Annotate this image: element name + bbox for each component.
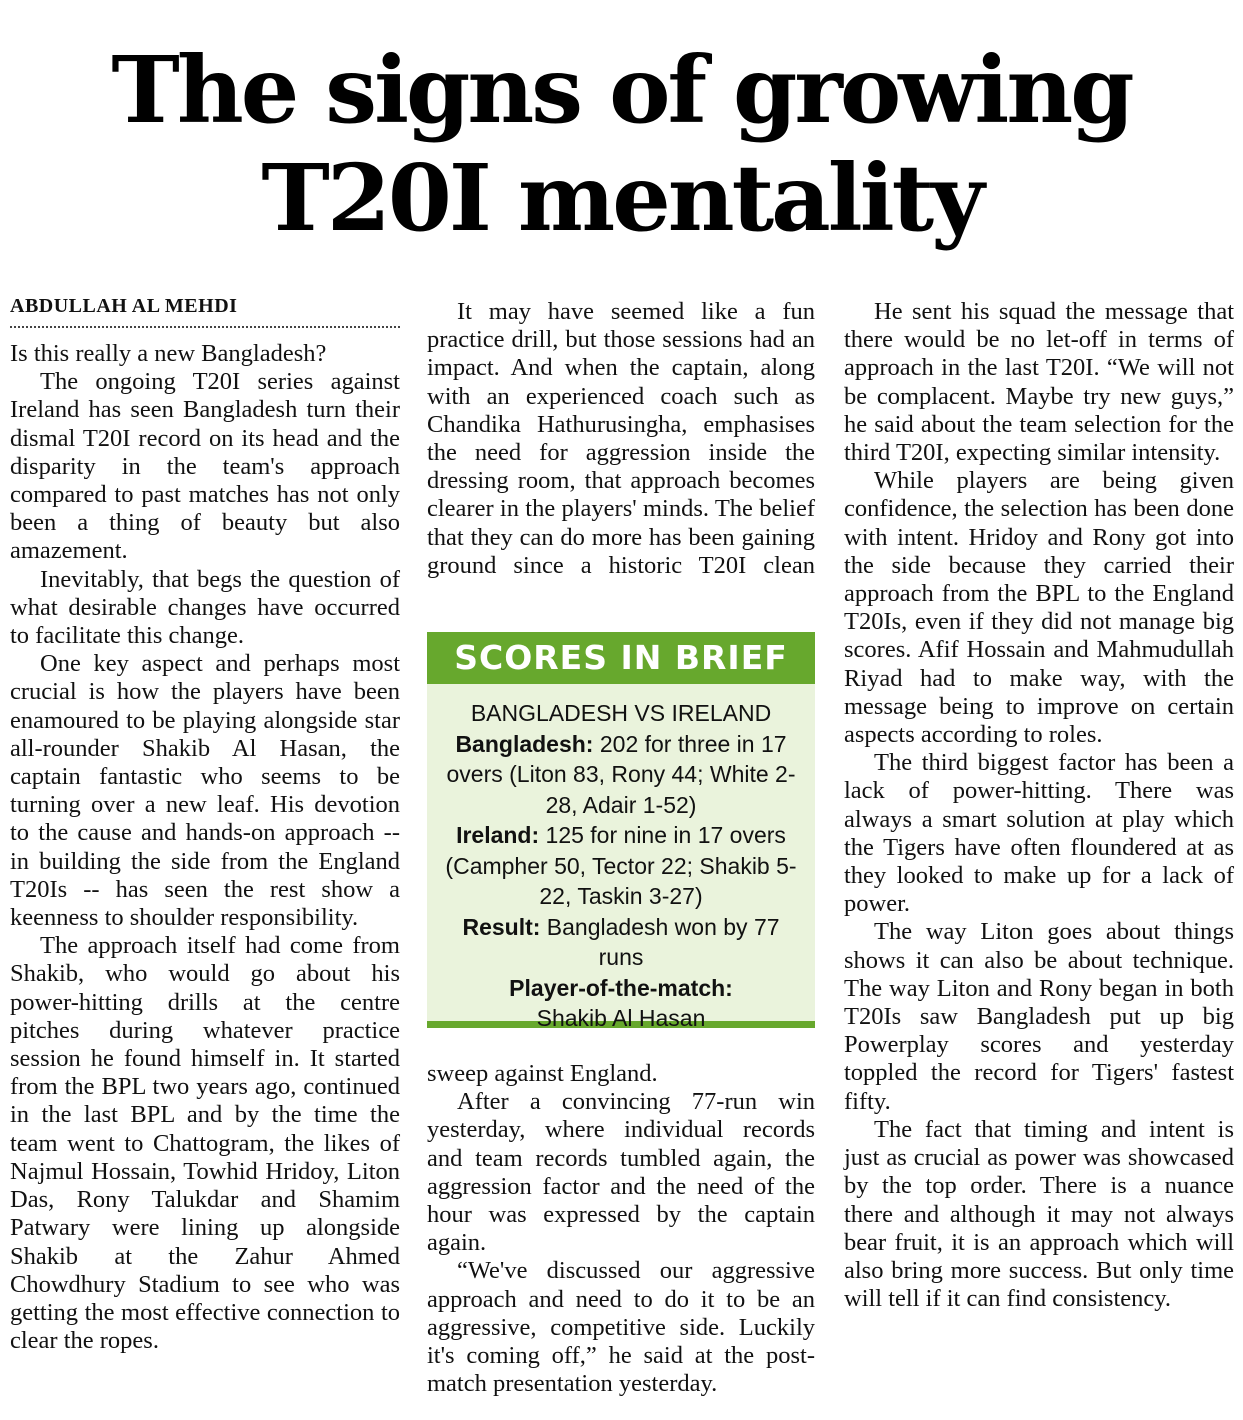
article-column-2 (427, 298, 815, 580)
paragraph: The approach itself had come from Shakib, who would go about his power-hitting drills at the centre pitches during whatever practice session he found himself in. It started from the BPL two years ago, continued in the last BPL and by the time the team went to Chattogram, the likes of Najmul Hossain, Towhid Hridoy, Liton Das, Rony Talukdar and Shamim Patwary were lining up alongside Shakib at the Zahur Ahmed Chowdhury Stadium to see who was getting the most effective connection to clear the ropes. (10, 932, 400, 1355)
potm-label-text: Player-of-the-match: (509, 974, 733, 1001)
team1-label: Bangladesh: (455, 730, 594, 757)
team2-label: Ireland: (456, 822, 540, 848)
result-label: Result: (462, 913, 541, 940)
paragraph: The fact that timing and intent is just as crucial as power was showcased by the top order. There is a nuance there and although it may not always bear fruit, it is an approach which will also bring more success. But only time will tell if it can find consistency. (844, 1115, 1234, 1313)
article-column-2-continued (427, 1060, 815, 1398)
headline-line-1: The signs of growing (111, 36, 1132, 144)
team2-score: 125 for nine in 17 overs (Campher 50, Tector 22; Shakib 5-22, Taskin 3-27) (445, 822, 797, 909)
paragraph: The third biggest factor has been a lack of power-hitting. There was always a smart solution at play which the Tigers have often floundered at as they looked to make up for a lack of power. (844, 749, 1234, 918)
paragraph-continuation: sweep against England. (427, 1060, 658, 1087)
potm-value: Shakib Al Hasan (536, 1005, 706, 1031)
headline-line-2: T20I mentality (261, 144, 982, 252)
article-column-1 (10, 296, 400, 1355)
result-line (441, 912, 801, 973)
paragraph: While players are being given confidence, the selection has been done with intent. Hridoy and Rony got into the side because they carried their approach from the BPL to the England T20Is, even if they did not manage big scores. Afif Hossain and Mahmudullah Riyad had to make way, with the message being to improve on certain aspects according to roles. (844, 467, 1234, 749)
byline: ABDULLAH AL MEHDI (10, 296, 400, 328)
paragraph: The way Liton goes about things shows it can also be about technique. The way Liton and Rony began in both T20Is saw Bangladesh put up big Powerplay scores and yesterday toppled the record for Tigers' fastest fifty. (844, 918, 1234, 1115)
paragraph: One key aspect and perhaps most crucial is how the players have been enamoured to be playing alongside star all-rounder Shakib Al Hasan, the captain fantastic who seems to be turning over a new leaf. His devotion to the cause and hands-on approach -- in building the side from the England T20Is -- has seen the rest show a keenness to shoulder responsibility. (10, 650, 400, 932)
scores-in-brief-title: SCORES IN BRIEF (427, 632, 815, 684)
result-value: Bangladesh won by 77 runs (546, 913, 780, 970)
team2-score-line (441, 820, 801, 912)
paragraph: After a convincing 77-run win yesterday, where individual records and team records tumbled again, the aggression factor and the need of the hour was expressed by the captain again. (427, 1088, 815, 1257)
team1-score-line (441, 729, 801, 821)
article-column-3 (844, 298, 1234, 1313)
paragraph: He sent his squad the message that there would be no let-off in terms of approach in the last T20I. “We will not be complacent. Maybe try new guys,” he said about the team selection for the third T20I, expecting similar intensity. (844, 298, 1234, 467)
potm-label (441, 973, 801, 1004)
paragraph: It may have seemed like a fun practice drill, but those sessions had an impact. And when the captain, along with an experienced coach such as Chandika Hathurusingha, emphasises the need for aggression inside the dressing room, that approach becomes clearer in the players' minds. The belief that they can do more has been gaining ground since a historic T20I clean (427, 298, 815, 579)
team1-score: 202 for three in 17 overs (Liton 83, Rony 44; White 2-28, Adair 1-52) (446, 730, 796, 818)
paragraph: The ongoing T20I series against Ireland has seen Bangladesh turn their dismal T20I record on its head and the disparity in the team's approach compared to past matches has not only been a thing of beauty but also amazement. (10, 368, 400, 565)
paragraph: Inevitably, that begs the question of what desirable changes have occurred to facilitate this change. (10, 565, 400, 650)
scores-in-brief-body (427, 684, 815, 1034)
headline (0, 36, 1243, 252)
scores-in-brief-box (427, 632, 815, 1031)
paragraph: “We've discussed our aggressive approach and need to do it to be an aggressive, competitive side. Luckily it's coming off,” he said at the post-match presentation yesterday. (427, 1257, 815, 1398)
paragraph: Is this really a new Bangladesh? (10, 340, 327, 367)
match-title: BANGLADESH VS IRELAND (470, 700, 772, 726)
